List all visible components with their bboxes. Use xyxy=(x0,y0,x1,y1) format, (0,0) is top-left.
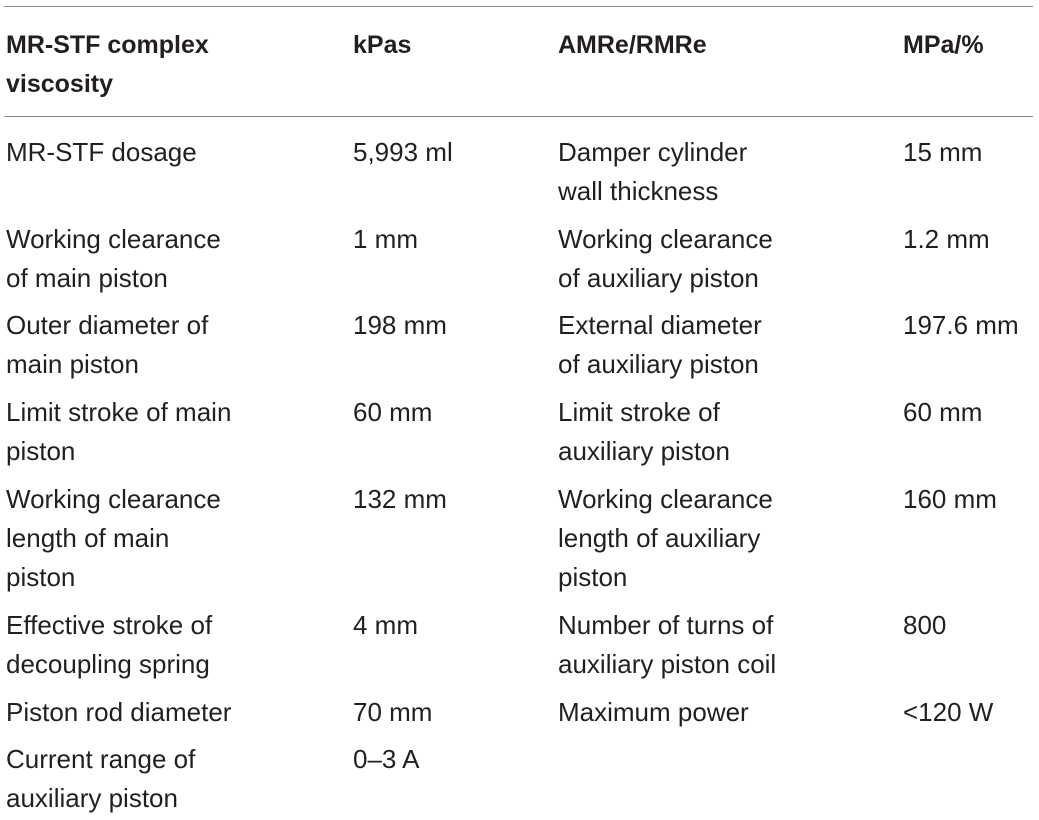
parameter-name-line: Working clearance xyxy=(558,224,773,254)
parameter-name-line: Working clearance xyxy=(6,484,221,514)
parameter-value: 1 mm xyxy=(353,224,418,254)
parameter-name-line: main piston xyxy=(6,349,139,379)
header-col1-line1: MR-STF complex xyxy=(6,31,209,59)
parameter-name-line: Piston rod diameter xyxy=(6,697,232,727)
parameter-value: 800 xyxy=(903,610,947,640)
parameter-name-line: Working clearance xyxy=(6,224,221,254)
parameter-name-line: decoupling spring xyxy=(6,649,210,679)
parameter-name-line: Limit stroke of main xyxy=(6,397,232,427)
parameter-name-line: MR-STF dosage xyxy=(6,137,197,167)
parameter-name-line: length of auxiliary xyxy=(558,523,761,553)
parameter-name-line: of main piston xyxy=(6,263,168,293)
header-col2: kPas xyxy=(353,31,412,59)
parameter-name-line: piston xyxy=(6,562,76,592)
parameter-name xyxy=(558,606,776,684)
parameter-value: 4 mm xyxy=(353,610,418,640)
parameter-name xyxy=(558,133,747,211)
parameter-name-line: Limit stroke of xyxy=(558,397,720,427)
parameter-value: 197.6 mm xyxy=(903,310,1019,340)
parameter-name xyxy=(558,393,730,471)
parameter-name xyxy=(6,693,231,732)
parameter-name-line: Working clearance xyxy=(558,484,773,514)
parameter-name-line: Maximum power xyxy=(558,697,749,727)
header-col3: AMRe/RMRe xyxy=(558,31,707,59)
parameter-name-line: of auxiliary piston xyxy=(558,349,759,379)
parameter-name-line: of auxiliary piston xyxy=(558,263,759,293)
parameter-name-line: piston xyxy=(558,562,628,592)
parameter-value: 160 mm xyxy=(903,484,997,514)
parameter-name xyxy=(6,393,231,471)
parameter-name-line: auxiliary piston coil xyxy=(558,649,777,679)
parameter-name xyxy=(6,480,221,597)
parameter-value: 5,993 ml xyxy=(353,137,453,167)
header-col4: MPa/% xyxy=(903,31,984,59)
parameter-name-line: External diameter xyxy=(558,310,762,340)
parameter-value: 132 mm xyxy=(353,484,447,514)
parameter-name-line: Current range of xyxy=(6,744,196,774)
parameter-value: 15 mm xyxy=(903,137,983,167)
table-top-rule xyxy=(4,6,1033,7)
parameter-name xyxy=(6,306,208,384)
parameter-name xyxy=(6,606,212,684)
header-col1 xyxy=(6,26,209,104)
parameter-name xyxy=(6,220,221,298)
parameter-name-line: Outer diameter of xyxy=(6,310,209,340)
parameter-name-line: Effective stroke of xyxy=(6,610,213,640)
parameter-name-line: piston xyxy=(6,436,76,466)
parameter-value: 70 mm xyxy=(353,697,433,727)
parameter-value: <120 W xyxy=(903,697,994,727)
parameter-name xyxy=(558,306,762,384)
parameter-name-line: Damper cylinder xyxy=(558,137,748,167)
parameter-name-line: Number of turns of xyxy=(558,610,774,640)
header-col1-line2: viscosity xyxy=(6,70,114,98)
parameter-value: 60 mm xyxy=(353,397,433,427)
parameter-value: 198 mm xyxy=(353,310,447,340)
parameter-name-line: wall thickness xyxy=(558,176,719,206)
parameter-name xyxy=(6,133,197,172)
parameter-name xyxy=(558,693,749,732)
parameter-value: 60 mm xyxy=(903,397,983,427)
parameter-name xyxy=(558,220,773,298)
parameter-name xyxy=(558,480,773,597)
parameter-name xyxy=(6,740,195,818)
parameter-name-line: auxiliary piston xyxy=(6,783,178,813)
table-header-rule xyxy=(4,116,1033,117)
parameter-value: 0–3 A xyxy=(353,744,420,774)
parameter-name-line: auxiliary piston xyxy=(558,436,730,466)
parameter-name-line: length of main xyxy=(6,523,170,553)
parameter-value: 1.2 mm xyxy=(903,224,990,254)
